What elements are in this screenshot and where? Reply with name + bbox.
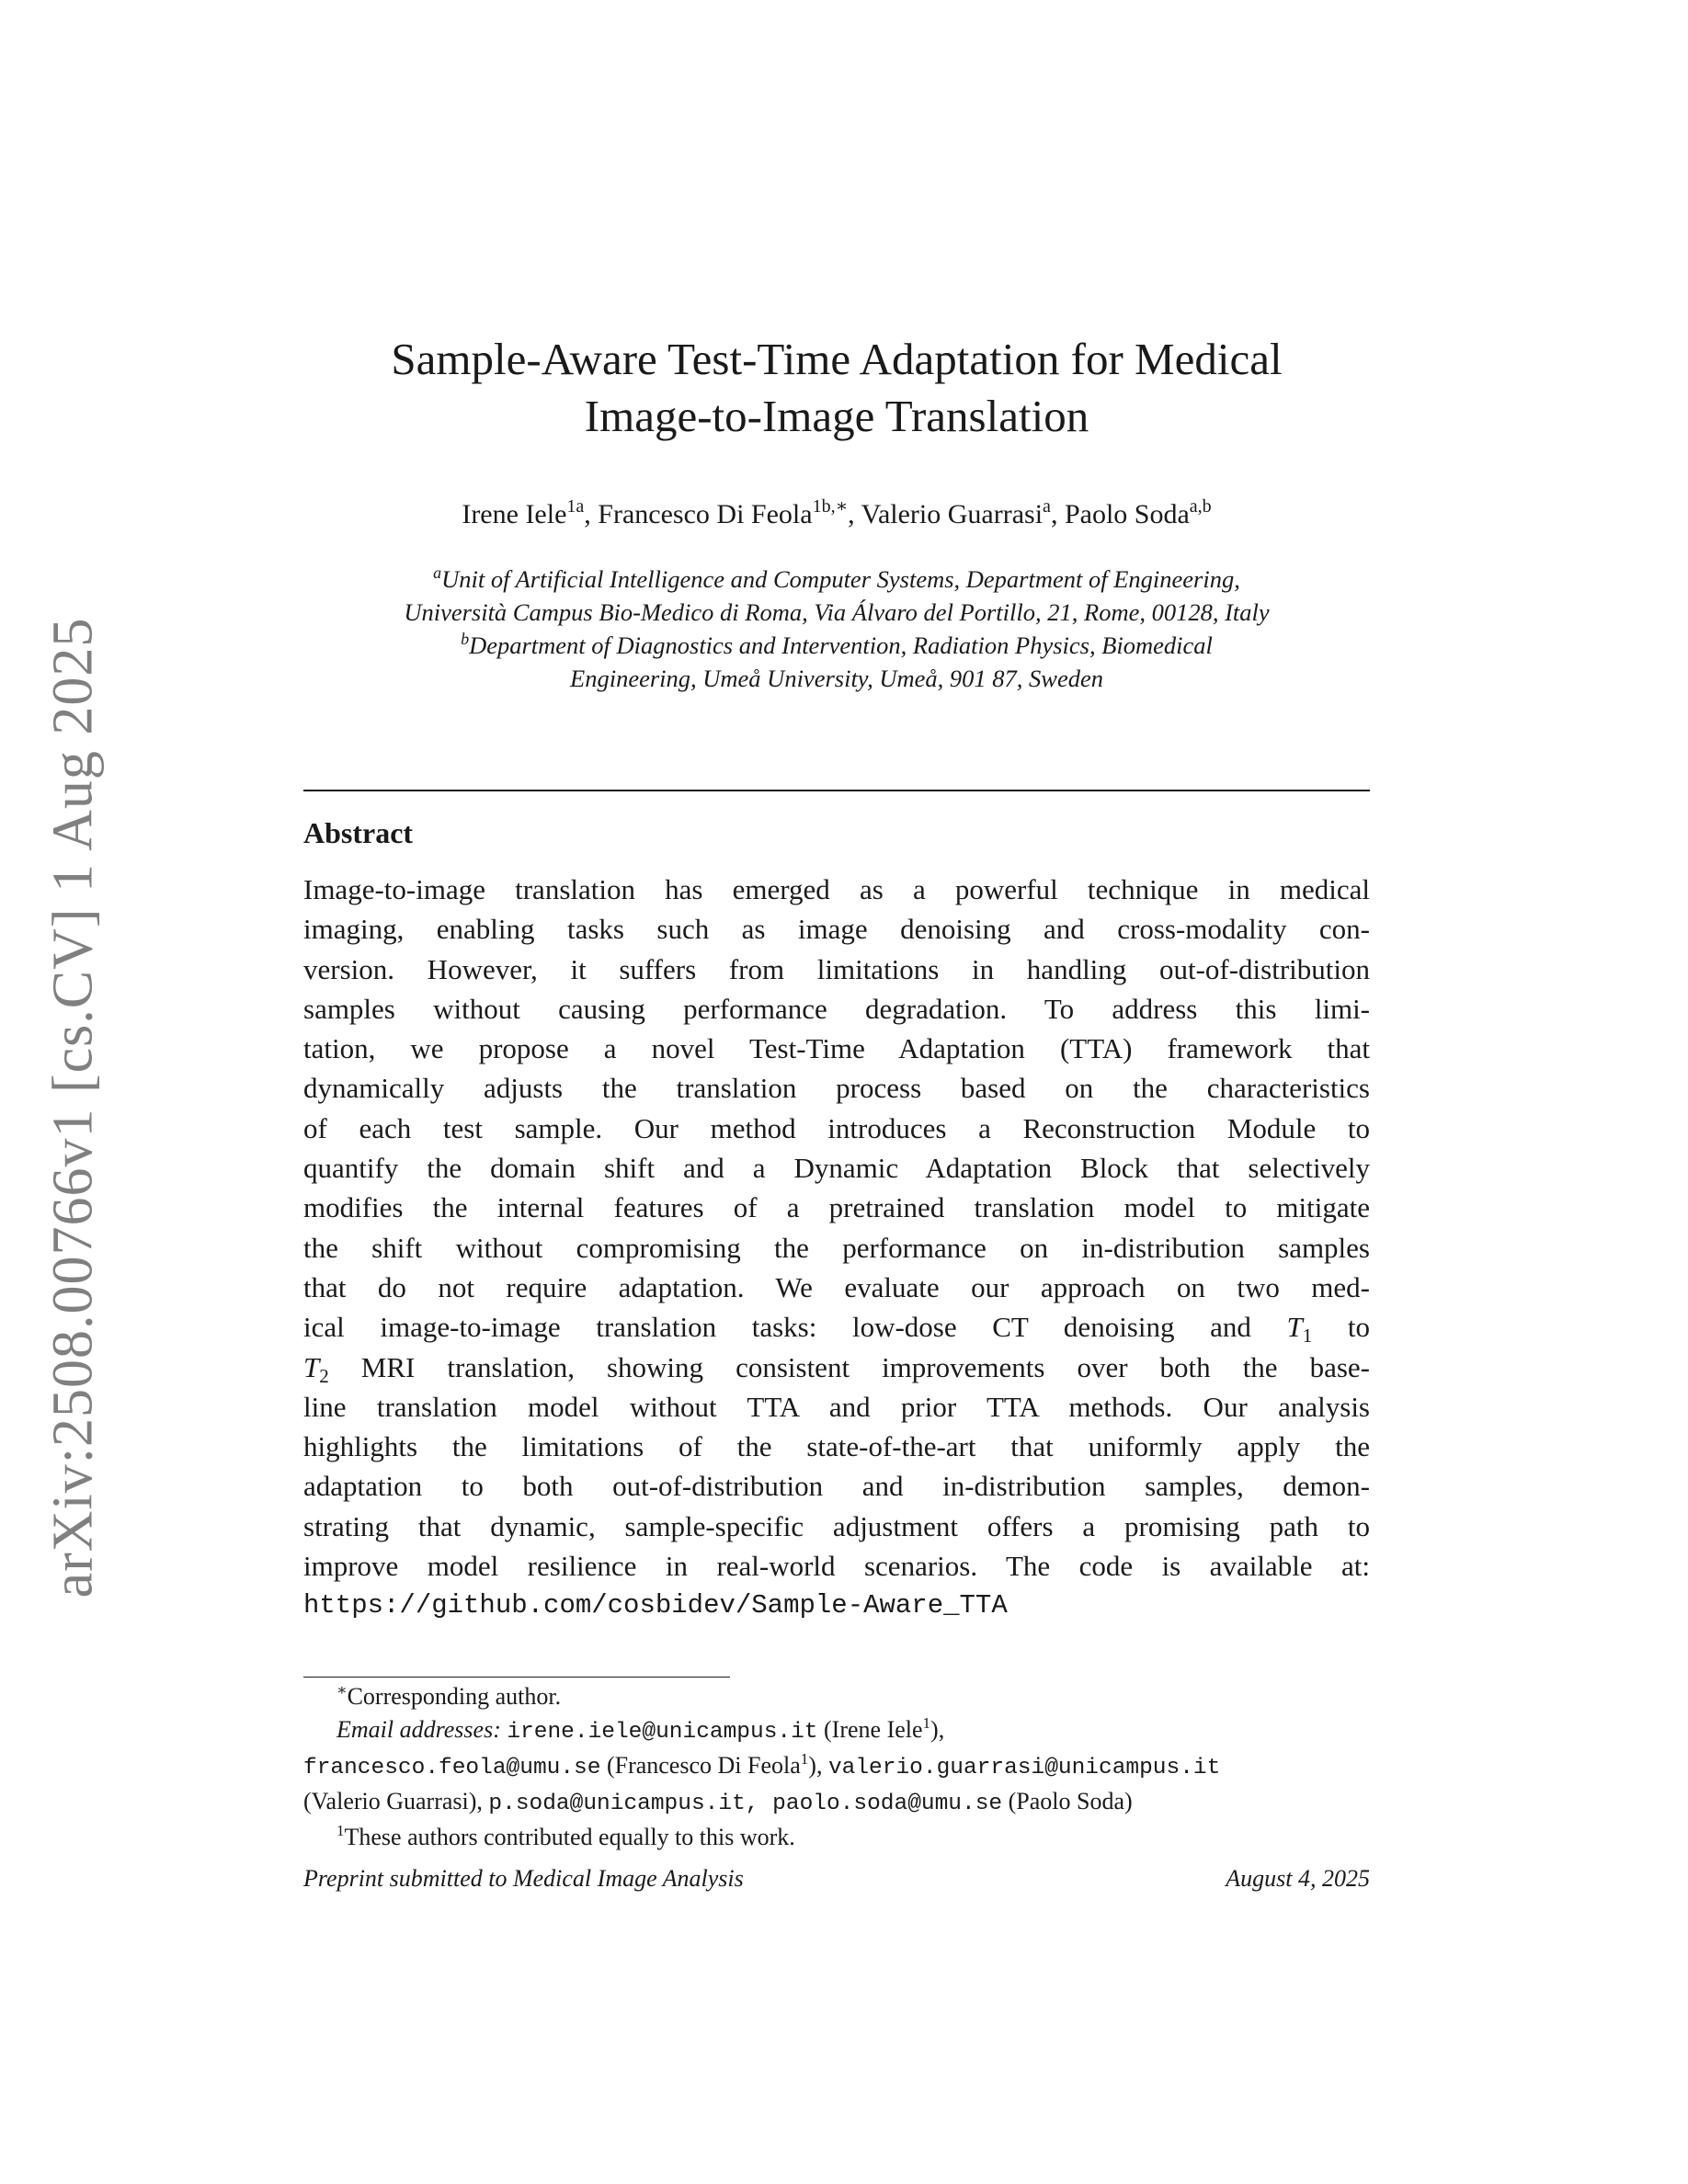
author-marker: 1a xyxy=(566,496,585,517)
abstract-line: improve model resilience in real-world scenarios. The code is available at: xyxy=(303,1550,1370,1583)
affiliations xyxy=(276,563,1397,695)
title-line-2: Image-to-Image Translation xyxy=(584,391,1089,441)
email-line-3 xyxy=(303,1785,1370,1821)
affiliation-b-line-2: Engineering, Umeå University, Umeå, 901 87, Sweden xyxy=(570,665,1103,692)
email-punct: ), xyxy=(930,1716,945,1743)
footnote-rule xyxy=(303,1677,730,1678)
affiliation-b-marker: b xyxy=(461,630,470,648)
author-marker: 1b,∗ xyxy=(812,496,849,517)
abstract-line: that do not require adaptation. We evaluate our approach on two med- xyxy=(303,1270,1370,1303)
abstract-line: tation, we propose a novel Test-Time Adaptation (TTA) framework that xyxy=(303,1032,1370,1065)
email-owner: (Valerio Guarrasi), xyxy=(303,1788,489,1814)
author-name: Valerio Guarrasi xyxy=(861,499,1044,529)
footnote-text: These authors contributed equally to this work. xyxy=(344,1824,795,1850)
email-label: Email addresses: xyxy=(336,1716,501,1743)
abstract-line: the shift without compromising the performance on in-distribution samples xyxy=(303,1231,1370,1264)
affiliation-b-line-1 xyxy=(276,629,1397,662)
abstract-line: modifies the internal features of a pretrained translation model to mitigate xyxy=(303,1191,1370,1224)
author-marker: a xyxy=(1043,496,1051,517)
email-owner: (Irene Iele xyxy=(817,1716,923,1743)
arxiv-identifier-stamp: arXiv:2508.00766v1 [cs.CV] 1 Aug 2025 xyxy=(41,617,105,1598)
abstract-line: of each test sample. Our method introduces a Reconstruction Module to xyxy=(303,1111,1370,1144)
abstract-top-rule xyxy=(303,790,1370,791)
abstract-line: samples without causing performance degradation. To address this limi- xyxy=(303,992,1370,1025)
abstract-text: to xyxy=(1312,1311,1370,1344)
abstract-text: MRI translation, showing consistent improvements over both the base- xyxy=(328,1350,1370,1383)
footnote-text: Corresponding author. xyxy=(347,1683,562,1710)
footnotes xyxy=(303,1680,1370,1854)
affiliation-a-marker: a xyxy=(433,563,442,582)
math-symbol-t: T xyxy=(1286,1311,1303,1344)
paper-title xyxy=(303,331,1370,445)
affiliation-a-text-1: Unit of Artificial Intelligence and Computer Systems, Department of Engineering, xyxy=(441,565,1240,593)
email-owner: (Paolo Soda) xyxy=(1002,1788,1133,1814)
math-subscript: 2 xyxy=(319,1364,329,1387)
footnote-marker: 1 xyxy=(922,1714,931,1732)
equal-contribution-note xyxy=(303,1821,1370,1854)
author-list: Irene Iele$^{1a}$, Francesco Di Feola$^{1b,∗}$, Valerio Guarrasi$^a$, Paolo Soda$^{a,b}$ xyxy=(462,496,1212,529)
email-address[interactable]: francesco.feola@umu.se xyxy=(303,1756,601,1780)
affiliation-a-line-1 xyxy=(276,563,1397,596)
abstract-line: dynamically adjusts the translation process based on the characteristics xyxy=(303,1072,1370,1105)
abstract-text: ical image-to-image translation tasks: low-dose CT denoising and xyxy=(303,1311,1287,1344)
title-line-1: Sample-Aware Test-Time Adaptation for Medical xyxy=(391,334,1283,384)
abstract-line: adaptation to both out-of-distribution and in-distribution samples, demon- xyxy=(303,1470,1370,1503)
author-marker: a,b xyxy=(1189,496,1212,517)
email-address[interactable]: p.soda@unicampus.it, paolo.soda@umu.se xyxy=(488,1792,1003,1816)
abstract-heading: Abstract xyxy=(303,816,414,849)
abstract-line: Image-to-image translation has emerged as a powerful technique in medical xyxy=(303,873,1370,905)
math-symbol-t: T xyxy=(303,1350,320,1383)
email-owner: (Francesco Di Feola xyxy=(600,1752,801,1779)
email-line-1 xyxy=(303,1713,1370,1749)
abstract-line: line translation model without TTA and prior TTA methods. Our analysis xyxy=(303,1390,1370,1423)
author-name: Irene Iele xyxy=(462,499,567,529)
author-name: Paolo Soda xyxy=(1064,499,1190,529)
journal-note: Preprint submitted to Medical Image Analysis xyxy=(303,1865,744,1892)
email-address[interactable]: valerio.guarrasi@unicampus.it xyxy=(827,1756,1221,1780)
email-punct: ), xyxy=(808,1752,828,1779)
email-line-2 xyxy=(303,1749,1370,1785)
corresponding-author-note xyxy=(303,1680,1370,1713)
abstract-line-with-math xyxy=(303,1307,1370,1347)
affiliation-b-text-1: Department of Diagnostics and Intervention, Radiation Physics, Biomedical xyxy=(469,631,1213,659)
code-repository-link[interactable]: https://github.com/cosbidev/Sample-Aware_TTA xyxy=(303,1590,1008,1621)
footnote-marker: 1 xyxy=(336,1822,345,1839)
math-subscript: 1 xyxy=(1302,1325,1313,1348)
abstract-body xyxy=(303,870,1370,1626)
abstract-line: quantify the domain shift and a Dynamic Adaptation Block that selectively xyxy=(303,1152,1370,1185)
email-address[interactable]: irene.iele@unicampus.it xyxy=(507,1720,818,1745)
abstract-line: version. However, it suffers from limitations in handling out-of-distribution xyxy=(303,952,1370,985)
footnote-marker: ∗ xyxy=(336,1681,348,1699)
footer-date: August 4, 2025 xyxy=(1226,1865,1370,1892)
affiliation-a-line-2: Università Campus Bio-Medico di Roma, Via Álvaro del Portillo, 21, Rome, 00128, Italy xyxy=(404,598,1270,626)
author-name: Francesco Di Feola xyxy=(598,499,813,529)
abstract-line: strating that dynamic, sample-specific adjustment offers a promising path to xyxy=(303,1509,1370,1542)
abstract-line: imaging, enabling tasks such as image denoising and cross-modality con- xyxy=(303,913,1370,946)
abstract-line-with-math xyxy=(303,1348,1370,1387)
abstract-line: highlights the limitations of the state-of-the-art that uniformly apply the xyxy=(303,1430,1370,1463)
footnote-marker: 1 xyxy=(800,1750,809,1768)
